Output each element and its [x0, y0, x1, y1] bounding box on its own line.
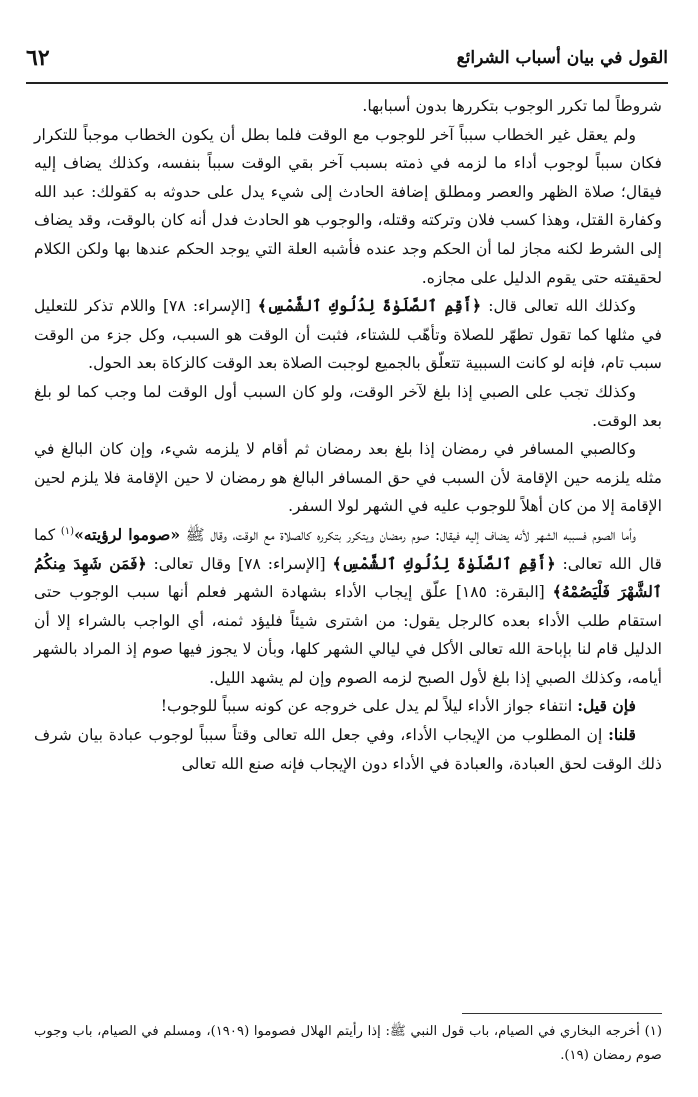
- hadith-quote: «صوموا لرؤيته»: [74, 524, 181, 544]
- text-run: إن المطلوب من الإيجاب الأداء، وفي جعل الله تعالى وقتاً سبباً لوجوب عبادة بيان شرف ذلك الوقت لحق العبادة، والعبادة في الأداء دون الإيجاب فإنه صنع الله تعالى: [34, 726, 662, 773]
- paragraph: [34, 292, 662, 378]
- footnote-text: أخرجه البخاري في الصيام، باب قول النبي ﷺ: إذا رأيتم الهلال فصوموا (١٩٠٩)، ومسلم في الصيام، باب وجوب صوم رمضان (١٩).: [34, 1024, 662, 1063]
- text-run: [الإسراء: ٧٨] واللام تذكر للتعليل في مثلها كما تقول تطهّر للصلاة وتأهّب للشتاء، فثبت أن الوقت هو السبب، وكل جزء من الوقت سبب تام، فإنه لو كانت السببية تتعلّق بالجميع لوجبت الصلاة بعد الوقت كالزكاة بعد الحول.: [34, 297, 662, 373]
- footnote-marker: (١): [644, 1024, 662, 1039]
- header-divider: [26, 82, 668, 84]
- text-run: كما قال الله تعالى:: [34, 525, 662, 573]
- footnotes: [34, 1020, 662, 1068]
- text-run: [البقرة: ١٨٥] علّق إيجاب الأداء بشهادة الشهر فعلم أنها سبب الوجوب حتى استقام طلب الأداء بعده كالرجل يقول: من اشترى شيئاً فليؤد ثمنه، أي الواجب بالشراء إلا أن الدليل قام لنا بإباحة الله تعالى الأكل في ليالي الشهر كلها، وبأن لا يجوز فيها صوم إذ المراد بالشهر أيامه، وكذلك الصبي إذا بلغ لأول الصبح لزمه الصوم وإن لم يشهد الليل.: [34, 583, 662, 687]
- text-run: وكالصبي المسافر في رمضان إذا بلغ بعد رمضان ثم أقام لا يلزمه شيء، وإن كان البالغ في مثله يلزمه حين الإقامة لأن السبب في حق المسافر البالغ هو رمضان لا حين الإقامة فلا يلزم لحين الإقامة إلا من كان أهلاً للوجوب عليه في الشهر لولا السفر.: [34, 440, 662, 516]
- paragraph: [34, 378, 662, 435]
- text-run: [الإسراء: ٧٨] وقال تعالى:: [146, 554, 333, 573]
- quran-verse: ﴿أَقِمِ ٱلصَّلَوٰةَ لِدُلُوكِ ٱلشَّمْسِ﴾: [332, 553, 556, 573]
- text-run: شروطاً لما تكرر الوجوب بتكررها بدون أسبابها.: [362, 97, 662, 115]
- quran-verse: ﴿فَمَن شَهِدَ مِنكُمُ ٱلشَّهْرَ فَلْيَصُمْهُ﴾: [34, 553, 662, 602]
- paragraph: [34, 92, 662, 121]
- footnote-divider: [462, 1013, 662, 1014]
- footnote: [34, 1020, 662, 1068]
- paragraph: [34, 521, 662, 693]
- main-text: [34, 92, 662, 778]
- paragraph: [34, 692, 662, 721]
- text-run: ولم يعقل غير الخطاب سبباً آخر للوجوب مع الوقت فلما بطل أن يكون الخطاب موجباً للتكرار فكان سبباً لوجوب أداء ما لزمه في ذمته بسبب آخر بقي الوقت سبباً بنفسه، وكذلك يضاف إليه فيقال؛ صلاة الظهر والعصر ومطلق إضافة الحادث إلى شيء يدل على حدوثه به كقولك: عبد الله وكفارة القتل، وهذا كسب فلان وتركته وقتله، والوجوب هو الحادث فدل أنه كان بالوقت، وقد يضاف إلى الشرط لكنه مجاز لما أن الحكم وجد عنده فأشبه العلة التي يوجد الحكم عندها بها ولكن الكلام لحقيقته حتى يقوم الدليل على مجازه.: [34, 125, 662, 287]
- text-run: وكذلك الله تعالى قال:: [481, 297, 636, 316]
- text-run: انتفاء جواز الأداء ليلاً لم يدل على خروجه عن كونه سبباً للوجوب!: [160, 697, 578, 716]
- running-title: القول في بيان أسباب الشرائع: [456, 48, 668, 68]
- text-run: وأما الصوم فسببه الشهر لأنه يضاف إليه فيقال: صوم رمضان ويتكرر بتكرره كالصلاة مع الوقت، وقال ﷺ: [180, 525, 636, 544]
- paragraph: [34, 435, 662, 521]
- paragraph: [34, 721, 662, 778]
- page-number: ٦٢: [26, 45, 50, 71]
- lead-phrase: فإن قيل:: [577, 696, 636, 716]
- paragraph: [34, 121, 662, 293]
- footnote-reference[interactable]: (١): [60, 525, 75, 537]
- text-run: وكذلك تجب على الصبي إذا بلغ لآخر الوقت، ولو كان السبب أول الوقت لما وجب كما لو بلغ بعد الوقت.: [34, 382, 662, 430]
- quran-verse: ﴿أَقِمِ ٱلصَّلَوٰةَ لِدُلُوكِ ٱلشَّمْسِ﴾: [257, 296, 482, 316]
- lead-phrase: قلنا:: [608, 725, 636, 745]
- page-header: [26, 38, 668, 78]
